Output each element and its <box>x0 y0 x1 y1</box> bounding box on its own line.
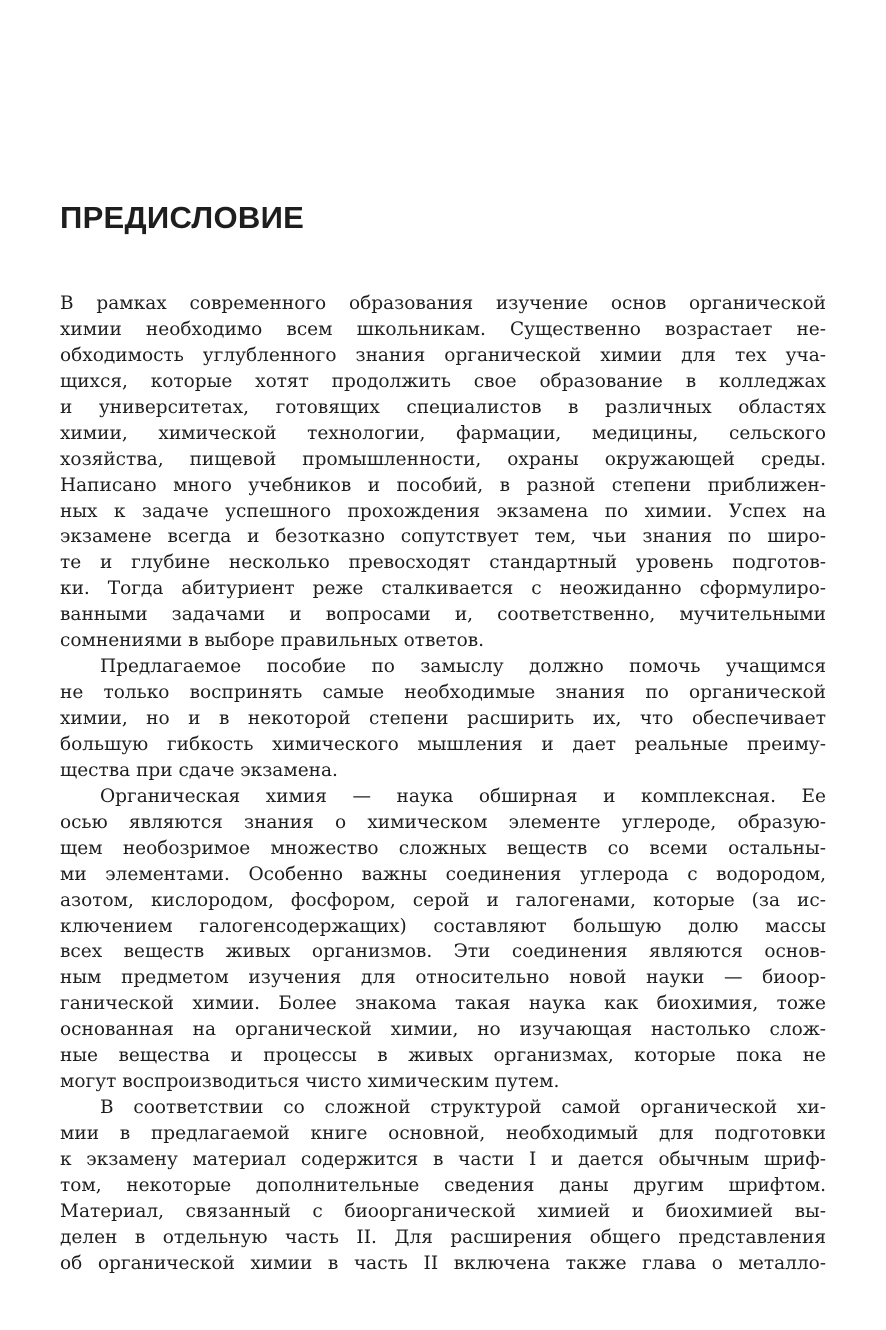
text-line: В рамках современного образования изучение основ органической <box>60 293 826 314</box>
text-line: щества при сдаче экзамена. <box>60 759 338 781</box>
text-line: химии, но и в некоторой степени расширить их, что обеспечивает <box>60 708 826 729</box>
text-line: том, некоторые дополнительные сведения даны другим шрифтом. <box>60 1174 826 1196</box>
text-line: ные вещества и процессы в живых организмах, которые пока не <box>60 1045 826 1067</box>
text-line: делен в отдельную часть II. Для расширения общего представления <box>60 1226 826 1248</box>
text-line: всех веществ живых организмов. Эти соединения являются основ- <box>60 941 826 963</box>
text-line: могут воспроизводиться чисто химическим путем. <box>60 1071 560 1093</box>
text-line: В соответствии со сложной структурой самой органической хи- <box>100 1097 826 1119</box>
text-line: щем необозримое множество сложных веществ со всеми остальны- <box>60 837 826 859</box>
text-line: химии необходимо всем школьникам. Существенно возрастает не- <box>60 318 826 340</box>
text-line: хозяйства, пищевой промышленности, охраны окружающей среды. <box>60 448 826 470</box>
text-line: азотом, кислородом, фосфором, серой и галогенами, которые (за ис- <box>60 889 826 911</box>
text-line: ключением галогенсодержащих) составляют большую долю массы <box>60 915 826 937</box>
paragraph <box>60 1095 826 1277</box>
page-title: ПРЕДИСЛОВИЕ <box>60 200 305 235</box>
text-line: мии в предлагаемой книге основной, необходимый для подготовки <box>60 1123 826 1144</box>
text-line: основанная на органической химии, но изучающая настолько слож- <box>60 1019 826 1041</box>
paragraph <box>60 784 826 1095</box>
text-line: большую гибкость химического мышления и дает реальные преиму- <box>60 733 826 755</box>
text-line: ных к задаче успешного прохождения экзамена по химии. Успех на <box>60 500 826 522</box>
text-line: ванными задачами и вопросами и, соответственно, мучительными <box>60 604 826 626</box>
text-line: сомнениями в выборе правильных ответов. <box>60 630 485 652</box>
text-line: об органической химии в часть II включена также глава о металло- <box>60 1252 826 1274</box>
text-line: те и глубине несколько превосходят стандартный уровень подготов- <box>60 552 826 574</box>
text-line: не только воспринять самые необходимые знания по органической <box>60 682 826 704</box>
paragraph <box>60 654 826 784</box>
paragraph <box>60 291 826 654</box>
text-line: Написано много учебников и пособий, в разной степени приближен- <box>60 474 826 496</box>
text-line: осью являются знания о химическом элементе углероде, образую- <box>60 811 826 833</box>
text-line: и университетах, готовящих специалистов в различных областях <box>60 396 826 418</box>
text-line: Предлагаемое пособие по замыслу должно помочь учащимся <box>100 656 826 678</box>
text-line: химии, химической технологии, фармации, медицины, сельского <box>60 422 826 444</box>
text-line: ганической химии. Более знакома такая наука как биохимия, тоже <box>60 993 826 1015</box>
text-line: экзамене всегда и безотказно сопутствует тем, чьи знания по широ- <box>60 526 826 548</box>
text-line: Органическая химия — наука обширная и комплексная. Ее <box>100 785 826 807</box>
text-line: ки. Тогда абитуриент реже сталкивается с неожиданно сформулиро- <box>60 578 826 600</box>
text-line: ми элементами. Особенно важны соединения углерода с водородом, <box>60 863 826 885</box>
body-text <box>60 291 826 1277</box>
text-line: обходимость углубленного знания органической химии для тех уча- <box>60 344 826 366</box>
text-line: Материал, связанный с биоорганической химией и биохимией вы- <box>60 1200 826 1222</box>
text-line: ным предметом изучения для относительно новой науки — биоор- <box>60 967 826 989</box>
text-line: щихся, которые хотят продолжить свое образование в колледжах <box>60 370 826 392</box>
text-line: к экзамену материал содержится в части I и дается обычным шриф- <box>60 1148 826 1170</box>
